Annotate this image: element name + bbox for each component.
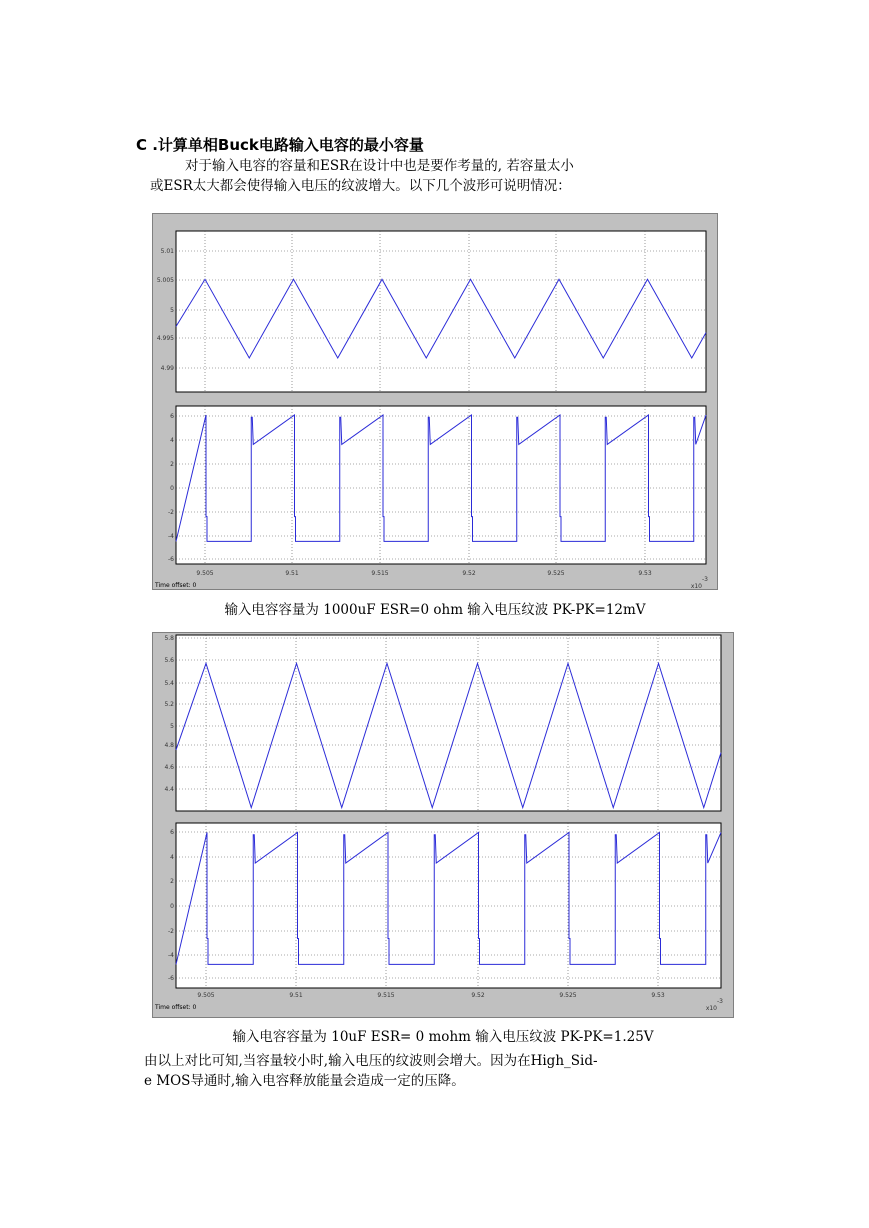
y-tick-label: 5.2 — [164, 701, 174, 708]
conclusion-line-1: 由以上对比可知,当容量较小时,输入电压的纹波则会增大。因为在High_Sid- — [144, 1053, 598, 1069]
oscilloscope-1-plot — [153, 214, 719, 591]
x-exponent-label: -3 — [702, 576, 708, 583]
time-offset-label: Time offset: 0 — [155, 582, 197, 589]
y-tick-label: 0 — [170, 903, 174, 910]
y-tick-label: 5.005 — [156, 277, 174, 284]
x-exponent-label: -3 — [717, 998, 723, 1005]
oscilloscope-1 — [152, 213, 718, 590]
x-tick-label: 9.53 — [651, 992, 665, 999]
x-tick-label: 9.525 — [559, 992, 577, 999]
oscilloscope-2 — [152, 632, 734, 1018]
conclusion-line-2: e MOS导通时,输入电容释放能量会造成一定的压降。 — [144, 1073, 465, 1089]
y-tick-label: 2 — [170, 461, 174, 468]
y-tick-label: 5.8 — [164, 635, 174, 642]
y-tick-label: 4 — [170, 437, 174, 444]
x-tick-label: 9.515 — [371, 570, 389, 577]
bot-plot-area — [176, 823, 721, 988]
x-multiplier-label: x10 — [705, 1005, 717, 1012]
y-tick-label: 0 — [170, 485, 174, 492]
x-tick-label: 9.51 — [289, 992, 303, 999]
y-tick-label: 2 — [170, 878, 174, 885]
y-tick-label: -4 — [168, 533, 174, 540]
x-tick-label: 9.52 — [462, 570, 476, 577]
y-tick-label: -4 — [168, 952, 174, 959]
y-tick-label: 4.6 — [164, 764, 174, 771]
time-offset-label: Time offset: 0 — [155, 1004, 197, 1011]
y-tick-label: 4.4 — [164, 786, 174, 793]
y-tick-label: -6 — [168, 975, 174, 982]
y-tick-label: 5.6 — [164, 657, 174, 664]
x-tick-label: 9.505 — [196, 570, 214, 577]
x-tick-label: 9.52 — [471, 992, 485, 999]
y-tick-label: -2 — [168, 928, 174, 935]
y-tick-label: 5.01 — [160, 248, 174, 255]
section-heading: C .计算单相Buck电路输入电容的最小容量 — [136, 136, 424, 154]
y-tick-label: 4.8 — [164, 742, 174, 749]
y-tick-label: 5 — [170, 307, 174, 314]
y-tick-label: 4.99 — [160, 365, 174, 372]
intro-line-1: 对于输入电容的容量和ESR在设计中也是要作考量的, 若容量太小 — [185, 158, 574, 174]
y-tick-label: 5.4 — [164, 680, 174, 687]
top-plot-area — [176, 635, 721, 811]
bot-plot-area — [176, 406, 706, 564]
intro-line-2: 或ESR太大都会使得输入电压的纹波增大。以下几个波形可说明情况： — [150, 178, 571, 194]
x-multiplier-label: x10 — [690, 583, 702, 590]
oscilloscope-2-plot — [153, 633, 735, 1019]
y-tick-label: -2 — [168, 509, 174, 516]
y-tick-label: 4 — [170, 854, 174, 861]
x-tick-label: 9.525 — [547, 570, 565, 577]
y-tick-label: 4.995 — [156, 335, 174, 342]
y-tick-label: 5 — [170, 723, 174, 730]
scope-2-caption: 输入电容容量为 10uF ESR= 0 mohm 输入电压纹波 PK-PK=1.25V — [232, 1029, 654, 1045]
scope-1-caption: 输入电容容量为 1000uF ESR=0 ohm 输入电压纹波 PK-PK=12mV — [224, 602, 646, 618]
x-tick-label: 9.53 — [638, 570, 652, 577]
x-tick-label: 9.51 — [285, 570, 299, 577]
y-tick-label: -6 — [168, 556, 174, 563]
y-tick-label: 6 — [170, 829, 174, 836]
x-tick-label: 9.505 — [197, 992, 215, 999]
x-tick-label: 9.515 — [377, 992, 395, 999]
y-tick-label: 6 — [170, 413, 174, 420]
